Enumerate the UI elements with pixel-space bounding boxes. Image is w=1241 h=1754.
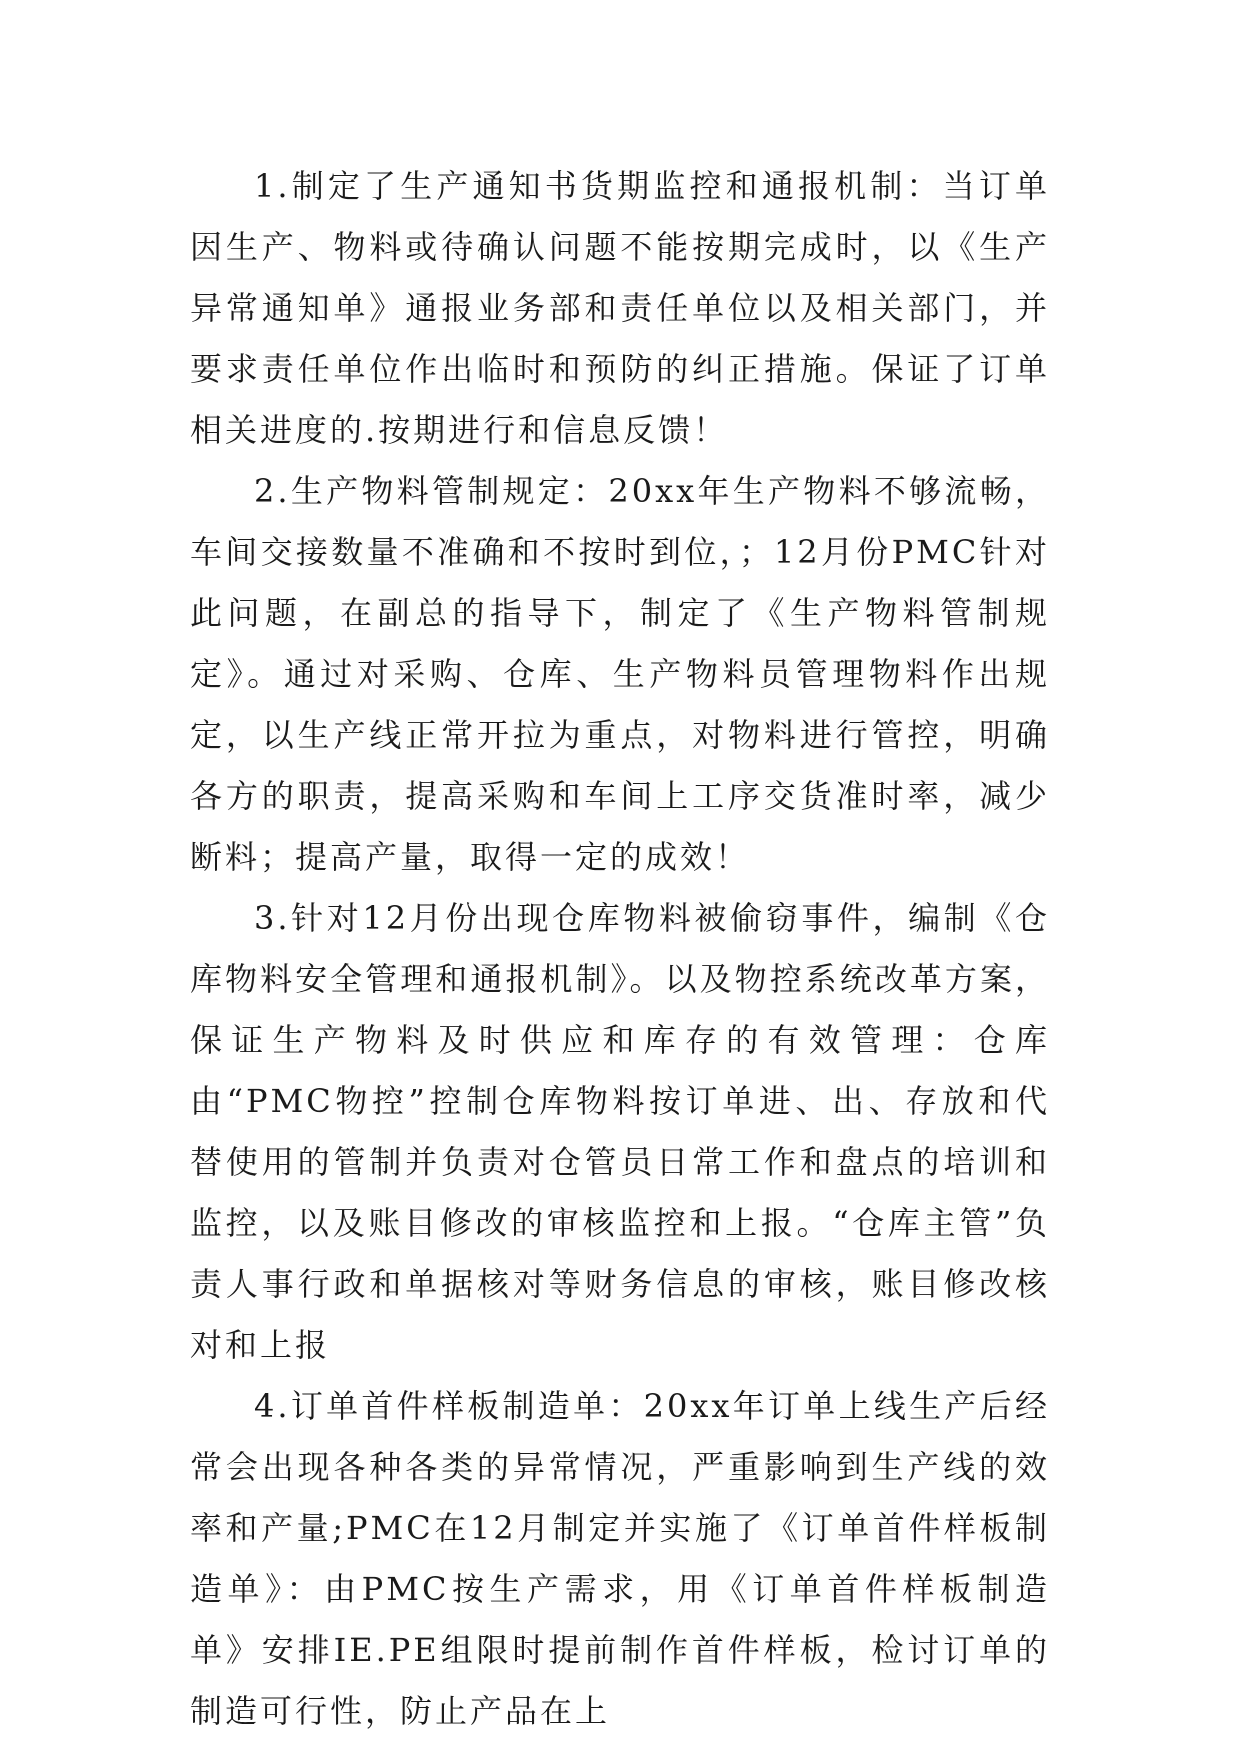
paragraph-4: 4.订单首件样板制造单：20xx年订单上线生产后经常会出现各种各类的异常情况，严重影响到生产线的效率和产量;PMC在12月制定并实施了《订单首件样板制造单》：由PMC按生产需求，用《订单首件样板制造单》安排IE.PE组限时提前制作首件样板，检讨订单的制造可行性，防止产品在上 <box>190 1387 1050 1730</box>
paragraph-3: 3.针对12月份出现仓库物料被偷窃事件，编制《仓库物料安全管理和通报机制》。以及物控系统改革方案，保证生产物料及时供应和库存的有效管理：仓库由“PMC物控”控制仓库物料按订单进、出、存放和代替使用的管制并负责对仓管员日常工作和盘点的培训和监控，以及账目修改的审核监控和上报。“仓库主管”负责人事行政和单据核对等财务信息的审核，账目修改核对和上报 <box>190 899 1050 1364</box>
document-body <box>190 156 1050 1742</box>
paragraph-1: 1.制定了生产通知书货期监控和通报机制：当订单因生产、物料或待确认问题不能按期完成时，以《生产异常通知单》通报业务部和责任单位以及相关部门，并要求责任单位作出临时和预防的纠正措施。保证了订单相关进度的.按期进行和信息反馈！ <box>190 167 1050 449</box>
paragraph-2: 2.生产物料管制规定：20xx年生产物料不够流畅，车间交接数量不准确和不按时到位，；12月份PMC针对此问题，在副总的指导下，制定了《生产物料管制规定》。通过对采购、仓库、生产物料员管理物料作出规定，以生产线正常开拉为重点，对物料进行管控，明确各方的职责，提高采购和车间上工序交货准时率，减少断料；提高产量，取得一定的成效！ <box>190 472 1050 876</box>
